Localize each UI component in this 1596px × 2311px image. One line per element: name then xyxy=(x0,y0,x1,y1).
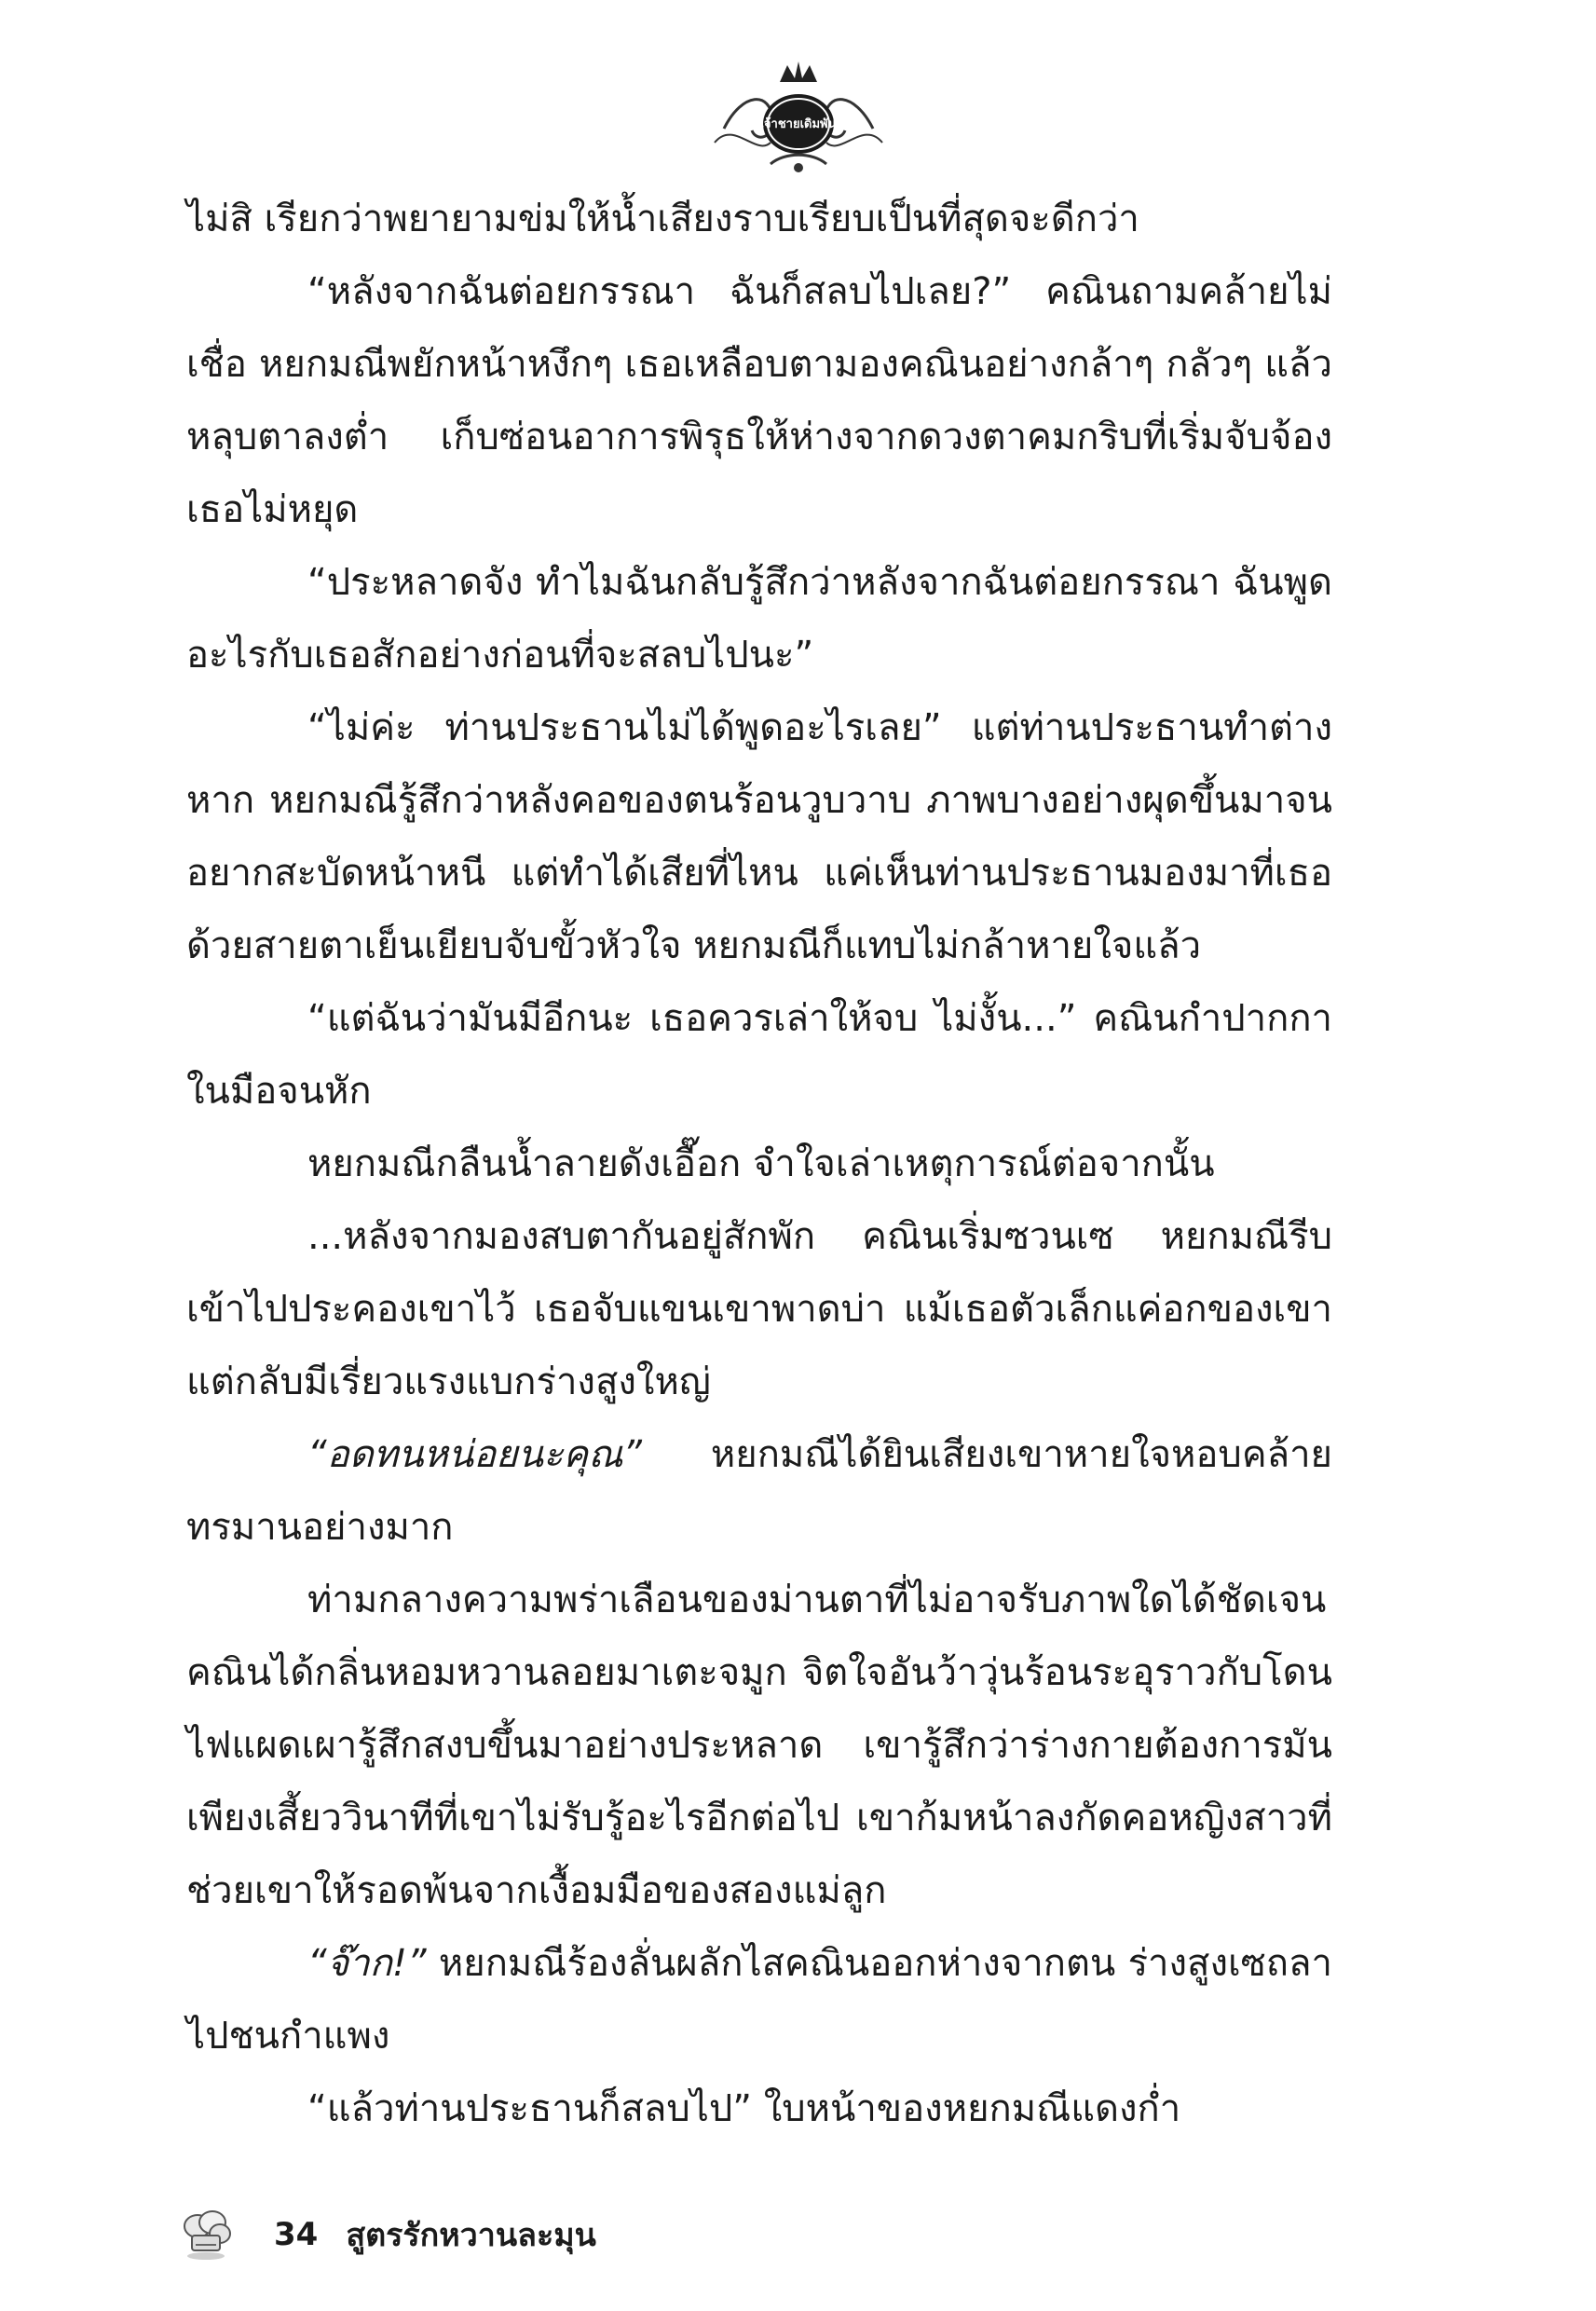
paragraph-text: หยกมณีได้ยินเสียงเขาหายใจหอบคล้ายทรมานอย่างมาก xyxy=(186,1433,1332,1549)
paragraph xyxy=(186,546,1332,691)
paragraph-text: “แต่ฉันว่ามันมีอีกนะ เธอควรเล่าให้จบ ไม่งั้น...” คณินกำปากกาในมือจนหัก xyxy=(186,997,1332,1113)
paragraph-text: หยกมณีร้องลั่นผลักไสคณินออกห่างจากตน ร่างสูงเซถลาไปชนกำแพง xyxy=(186,1942,1332,2058)
paragraph xyxy=(186,982,1332,1128)
paragraph xyxy=(186,691,1332,982)
paragraph xyxy=(186,2072,1332,2145)
paragraph xyxy=(186,1200,1332,1418)
paragraph xyxy=(186,1418,1332,1564)
page-number: 34 xyxy=(274,2216,319,2253)
paragraph-text: “แล้วท่านประธานก็สลบไป” ใบหน้าของหยกมณีแดงก่ำ xyxy=(307,2087,1181,2130)
italic-text: “จ๊าก!” xyxy=(307,1942,427,1985)
paragraph-text: ท่ามกลางความพร่าเลือนของม่านตาที่ไม่อาจรับภาพใดได้ชัดเจน คณินได้กลิ่นหอมหวานลอยมาเตะจมูก จิตใจอันว้าวุ่นร้อนระอุราวกับโดนไฟแผดเผารู้สึกสงบขึ้นมาอย่างประหลาด เขารู้สึกว่าร่างกายต้องการมัน เพียงเสี้ยววินาทีที่เขาไม่รับรู้อะไรอีกต่อไป เขาก้มหน้าลงกัดคอหญิงสาวที่ช่วยเขาให้รอดพ้นจากเงื้อมมือของสองแม่ลูก xyxy=(186,1579,1332,1912)
paragraph-text: “ไม่ค่ะ ท่านประธานไม่ได้พูดอะไรเลย” แต่ท่านประธานทำต่างหาก หยกมณีรู้สึกว่าหลังคอของตนร้อนวูบวาบ ภาพบางอย่างผุดขึ้นมาจนอยากสะบัดหน้าหนี แต่ทำได้เสียที่ไหน แค่เห็นท่านประธานมองมาที่เธอด้วยสายตาเย็นเยียบจับขั้วหัวใจ หยกมณีก็แทบไม่กล้าหายใจแล้ว xyxy=(186,706,1332,967)
paragraph xyxy=(186,255,1332,546)
logo-text: เจ้าชายเดิมพัน xyxy=(759,117,837,131)
paragraph-text: “หลังจากฉันต่อยกรรณา ฉันก็สลบไปเลย?” คณินถามคล้ายไม่เชื่อ หยกมณีพยักหน้าหงึกๆ เธอเหลือบตามองคณินอย่างกล้าๆ กลัวๆ แล้วหลุบตาลงต่ำ เก็บซ่อนอาการพิรุธให้ห่างจากดวงตาคมกริบที่เริ่มจับจ้องเธอไม่หยุด xyxy=(186,270,1332,531)
page-footer xyxy=(177,2197,596,2272)
paragraph xyxy=(186,183,1332,255)
paragraph-text: ไม่สิ เรียกว่าพยายามข่มให้น้ำเสียงราบเรียบเป็นที่สุดจะดีกว่า xyxy=(186,198,1139,240)
paragraph-text: หยกมณีกลืนน้ำลายดังเอื๊อก จำใจเล่าเหตุการณ์ต่อจากนั้น xyxy=(307,1142,1215,1185)
paragraph-text: ...หลังจากมองสบตากันอยู่สักพัก คณินเริ่มซวนเซ หยกมณีรีบเข้าไปประคองเขาไว้ เธอจับแขนเขาพาดบ่า แม้เธอตัวเล็กแค่อกของเขา แต่กลับมีเรี่ยวแรงแบกร่างสูงใหญ่ xyxy=(186,1215,1332,1403)
chef-hat-icon xyxy=(177,2206,235,2263)
paragraph xyxy=(186,1927,1332,2072)
paragraph-text: “ประหลาดจัง ทำไมฉันกลับรู้สึกว่าหลังจากฉันต่อยกรรณา ฉันพูดอะไรกับเธอสักอย่างก่อนที่จะสลบไปนะ” xyxy=(186,561,1332,677)
body-text xyxy=(186,183,1332,2145)
paragraph xyxy=(186,1564,1332,1927)
header-logo xyxy=(705,54,892,185)
italic-text: “อดทนหน่อยนะคุณ” xyxy=(307,1433,643,1476)
paragraph xyxy=(186,1128,1332,1200)
book-title: สูตรรักหวานละมุน xyxy=(346,2217,596,2254)
